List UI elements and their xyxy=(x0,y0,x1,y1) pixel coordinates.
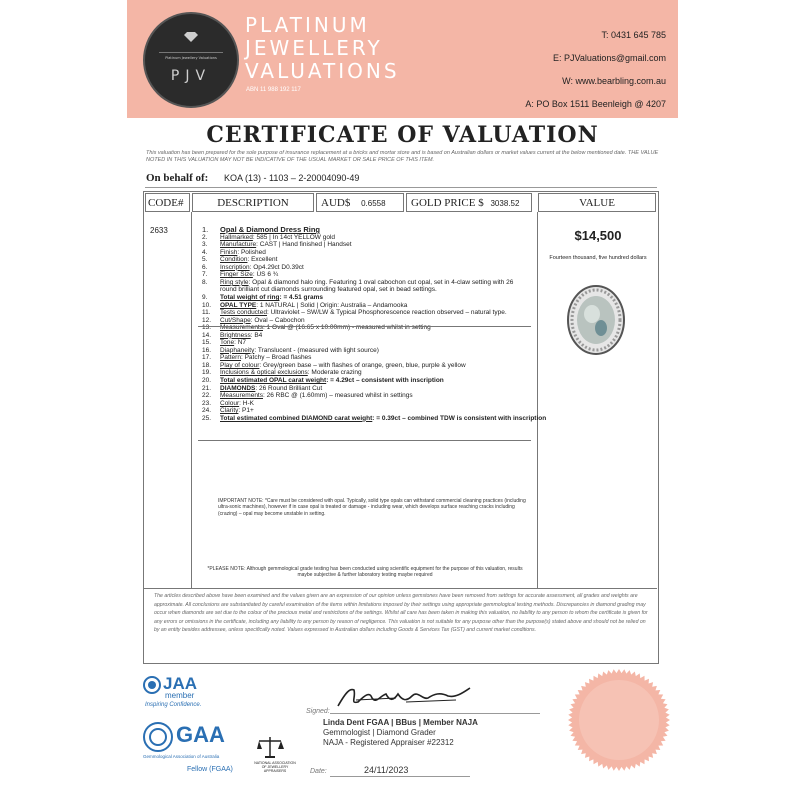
line-text: : = 4.51 grams xyxy=(279,293,324,301)
description-line xyxy=(202,377,444,384)
line-text: : Ultraviolet – SW/LW & Typical Phosphorescence reaction observed – natural type. xyxy=(266,309,507,317)
on-behalf-label: On behalf of: xyxy=(146,172,209,184)
line-label: Cut/Shape xyxy=(220,316,251,324)
logo-letters: PJV xyxy=(170,68,212,84)
item-code: 2633 xyxy=(150,226,168,235)
description-line xyxy=(202,256,277,263)
aud-label: AUD$ xyxy=(321,197,351,209)
jaa-name: JAA xyxy=(163,674,198,693)
gold-value: 3038.52 xyxy=(490,199,520,208)
date-line xyxy=(330,776,470,777)
line-text: : Polished xyxy=(237,248,266,256)
description-line xyxy=(202,407,254,414)
description-line xyxy=(202,294,323,301)
line-text: : H-K xyxy=(239,399,254,407)
line-number: 15. xyxy=(202,339,212,347)
line-number: 6. xyxy=(202,263,208,271)
line-number: 23. xyxy=(202,399,212,407)
line-label: Opal & Diamond Dress Ring xyxy=(220,225,321,234)
important-note: IMPORTANT NOTE: *Care must be considered with opal. Typically, solid type opals can withstand commercial cleaning practices (including ultra-sonic machines), however if in case opal is treated or damage - including wear, which develops surface reaching cracks including (crazing) – opal may become unstable in setting. xyxy=(218,498,526,517)
line-text: : Op4.29ct D0.39ct xyxy=(249,263,304,271)
logo-divider xyxy=(159,52,223,53)
line-label: OPAL TYPE xyxy=(220,301,257,309)
line-number: 5. xyxy=(202,256,208,264)
line-label: Ring style xyxy=(220,278,249,286)
line-text: : N7 xyxy=(234,339,247,347)
column-divider xyxy=(537,212,538,588)
date-label: Date: xyxy=(310,768,327,775)
line-text: : Opal & diamond halo ring. Featuring 1 oval cabochon cut opal, set in 4-claw setting with 26 xyxy=(248,278,514,286)
description-line xyxy=(202,347,379,354)
description-line xyxy=(202,385,322,392)
divider xyxy=(145,187,657,188)
value-words: Fourteen thousand, five hundred dollars xyxy=(549,255,647,261)
line-number: 4. xyxy=(202,248,208,256)
line-number: 8. xyxy=(202,278,208,286)
section-divider xyxy=(198,326,531,327)
brand-name xyxy=(245,14,400,83)
appraiser-details xyxy=(323,718,478,748)
line-number: 11. xyxy=(202,309,211,317)
scales-icon xyxy=(255,735,285,759)
line-text: : 585 | In 14ct YELLOW gold xyxy=(252,233,336,241)
terms-text: The articles described above have been examined and the values given are an expression of our opinion unless gemstones have been removed from settings for accurate assessment, all grades and weights are approximate. All conclusions are substantiated by careful examination of the items within limitations imposed by their settings using appropriate gemmological testing methods. Discrepancies in diamond grading may occur when diamonds are set due to the colour of the precious metal and restrictions of the settings. Whilst all care has been taken in making this valuation, no liability to any person to whom the certificate is given for any errors or omissions in the certificate, including any liability to any person by reason of negligence. This valuation is not suitable for any purpose other than the purpose(s) stated above and should not be relied on by an entity besides addressee, unless specifically noted. Values expressed in Australian dollars including Goods & Services Tax (GST) and current market conditions. xyxy=(154,593,648,633)
naja-name: NATIONAL ASSOCIATION OF JEWELLERY APPRAISERS xyxy=(254,761,296,773)
line-number: 25. xyxy=(202,414,212,422)
line-text: : B4 xyxy=(250,331,263,339)
diamond-icon xyxy=(184,32,198,42)
line-label: Play of colour xyxy=(220,361,260,369)
line-text: : P1+ xyxy=(238,407,254,415)
signed-label: Signed: xyxy=(306,708,330,715)
pjv-logo xyxy=(143,12,239,108)
signature-image xyxy=(336,684,472,712)
description-line xyxy=(202,317,305,324)
description-line xyxy=(202,354,311,361)
line-number: 12. xyxy=(202,316,212,324)
logo-tagline: Platinum Jewellery Valuations xyxy=(165,56,217,60)
line-number: 7. xyxy=(202,271,208,279)
line-text: : Patchy – Broad flashes xyxy=(240,354,312,362)
line-label: DIAMONDS xyxy=(220,384,256,392)
line-label: Measurements xyxy=(220,392,263,400)
section-divider xyxy=(198,440,531,441)
gold-label: GOLD PRICE $ xyxy=(411,197,484,209)
description-line xyxy=(202,302,407,309)
line-text: : 1 Oval @ (16.65 x 10.00mm) - measured whilst in setting xyxy=(263,324,431,332)
line-number: 3. xyxy=(202,241,208,249)
description-line xyxy=(202,234,335,241)
line-text: : Grey/green base – with flashes of orange, green, blue, purple & yellow xyxy=(259,361,466,369)
contact-email: E: PJValuations@gmail.com xyxy=(552,53,666,63)
line-label: Hallmarked xyxy=(220,233,253,241)
line-label: Inclusions & optical exclusions xyxy=(220,369,308,377)
contact-website: W: www.bearbling.com.au xyxy=(562,76,666,86)
line-text: : Excellent xyxy=(247,256,278,264)
contact-phone: T: 0431 645 785 xyxy=(601,30,666,40)
line-text: : Moderate crazing xyxy=(307,369,362,377)
description-line xyxy=(202,400,254,407)
line-number: 1. xyxy=(202,225,209,234)
reference-number: KOA (13) - 1103 – 2-20004090-49 xyxy=(224,173,360,183)
line-number: 21. xyxy=(202,384,212,392)
line-number: 20. xyxy=(202,377,212,384)
jaa-member: member xyxy=(165,691,195,700)
description-line xyxy=(202,339,246,346)
ring-photo xyxy=(566,284,626,356)
line-label: Pattern xyxy=(220,354,241,362)
line-label: Finger Size xyxy=(220,271,253,279)
description-line xyxy=(202,264,304,271)
line-label: Condition xyxy=(220,256,248,264)
line-label: Colour xyxy=(220,399,240,407)
line-number: 19. xyxy=(202,369,212,377)
line-number: 24. xyxy=(202,407,212,415)
description-line xyxy=(202,226,320,233)
description-line xyxy=(202,392,413,399)
description-line xyxy=(202,241,352,248)
line-text: : Translucent - (measured with light source) xyxy=(254,346,379,354)
column-divider xyxy=(191,212,192,588)
value-amount: $14,500 xyxy=(574,228,622,243)
line-text: : US 6 ¾ xyxy=(252,271,279,279)
line-number: 17. xyxy=(202,354,212,362)
signature-line xyxy=(330,713,540,714)
line-number: 14. xyxy=(202,331,212,339)
line-label: Brightness xyxy=(220,331,251,339)
line-text: : = 4.29ct – consistent with inscription xyxy=(326,377,444,384)
description-header: DESCRIPTION xyxy=(192,193,314,212)
line-number: 18. xyxy=(202,361,212,369)
line-number: 9. xyxy=(202,293,208,301)
description-line xyxy=(202,362,466,369)
line-label: Diaphaneity xyxy=(220,346,255,354)
line-text: round brilliant cut diamonds surrounding featured opal, set in bead settings. xyxy=(220,286,437,294)
line-text: : 1 NATURAL | Solid | Origin: Australia – Andamooka xyxy=(256,301,408,309)
brand-line: VALUATIONS xyxy=(245,59,400,83)
gaa-fellow: Fellow (FGAA) xyxy=(187,766,233,773)
line-text: : 26 Round Brilliant Cut xyxy=(255,384,323,392)
line-text: : 26 RBC @ (1.60mm) – measured whilst in settings xyxy=(263,392,413,400)
line-label: Inscription xyxy=(220,263,250,271)
line-label: Finish xyxy=(220,248,238,256)
table-divider xyxy=(143,588,657,589)
line-number: 10. xyxy=(202,301,212,309)
line-label: Measurements xyxy=(220,324,263,332)
certificate-title: CERTIFICATE OF VALUATION xyxy=(206,122,599,148)
gaa-name: GAA xyxy=(176,722,225,747)
line-number: 13. xyxy=(202,324,212,332)
line-label: Tone xyxy=(220,339,235,347)
valuation-date: 24/11/2023 xyxy=(364,765,409,775)
appraiser-registration: NAJA - Registered Appraiser #22312 xyxy=(323,738,454,747)
brand-line: PLATINUM xyxy=(245,13,370,37)
line-text: : = 0.39ct – combined TDW is consistent with inscription xyxy=(372,414,547,422)
description-line xyxy=(202,369,362,376)
line-label: Clarity xyxy=(220,407,239,415)
description-line xyxy=(202,309,507,316)
code-header: CODE# xyxy=(145,193,190,212)
aud-value: 0.6558 xyxy=(361,199,386,208)
line-number: 16. xyxy=(202,346,212,354)
line-label: Total estimated OPAL carat weight xyxy=(220,377,327,384)
description-line xyxy=(202,279,513,286)
line-number: 2. xyxy=(202,233,208,241)
gaa-subtitle: Gemmological Association of Australia xyxy=(143,754,220,759)
line-label: Total estimated combined DIAMOND carat weight xyxy=(220,414,373,422)
gold-price-header xyxy=(406,193,532,212)
seal-stamp xyxy=(567,668,671,772)
description-line xyxy=(202,415,546,422)
please-note: *PLEASE NOTE: Although gemmological grade testing has been conducted using scientific equipment for the purpose of this valuation, results maybe subjective & further laboratory testing maybe required xyxy=(207,566,523,579)
line-text: : Oval – Cabochon xyxy=(250,316,305,324)
value-header: VALUE xyxy=(538,193,656,212)
appraiser-name: Linda Dent FGAA | BBus | Member NAJA xyxy=(323,718,478,727)
gaa-emblem-icon xyxy=(143,722,173,752)
brand-line: JEWELLERY xyxy=(245,36,383,60)
abn-number: ABN 11 988 192 117 xyxy=(246,87,301,93)
jaa-emblem-icon xyxy=(143,676,161,694)
description-line xyxy=(202,249,266,256)
disclaimer-text: This valuation has been prepared for the sole purpose of insurance replacement at a bricks and mortar store and is based on Australian dollars or market values current at the below mentioned date. THE VALUE NOTED IN THIS VALUATION MAY NOT BE INDICATIVE OF THE USUAL MARKET OR SALE PRICE OF THIS ITEM. xyxy=(146,150,659,163)
line-number: 22. xyxy=(202,392,212,400)
line-label: Tests conducted xyxy=(220,309,267,317)
description-line xyxy=(202,332,262,339)
line-label: Manufacture xyxy=(220,241,257,249)
description-line xyxy=(202,286,437,293)
contact-address: A: PO Box 1511 Beenleigh @ 4207 xyxy=(525,99,666,109)
aud-header xyxy=(316,193,404,212)
jaa-tagline: Inspiring Confidence. xyxy=(145,702,202,708)
line-text: : CAST | Hand finished | Handset xyxy=(256,241,352,249)
line-label: Total weight of ring xyxy=(220,293,280,301)
description-line xyxy=(202,271,278,278)
appraiser-role: Gemmologist | Diamond Grader xyxy=(323,728,436,737)
